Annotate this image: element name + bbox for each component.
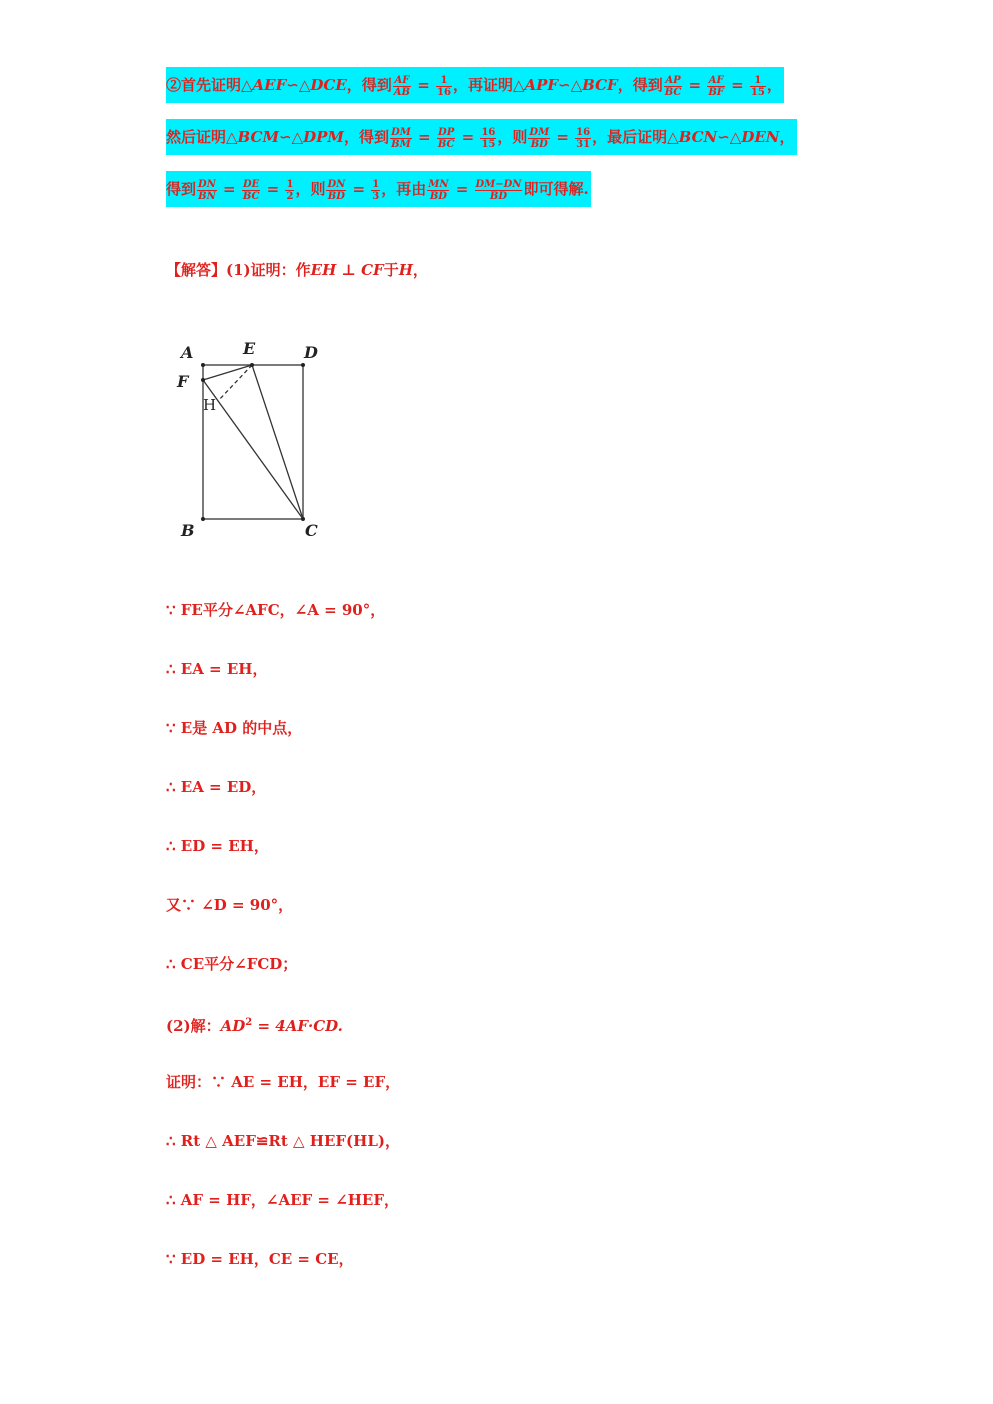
- fraction-denominator: BC: [664, 86, 682, 98]
- proof-step: ∴ EA = EH，: [166, 660, 268, 678]
- fraction-denominator: BD: [327, 190, 345, 202]
- proof-step: ∴ Rt △ AEF≌Rt △ HEF(HL)，: [166, 1132, 400, 1150]
- hint-text: ，得到: [617, 76, 663, 94]
- fraction-numerator: AP: [665, 74, 681, 86]
- fraction-denominator: BN: [198, 190, 216, 202]
- hint-text: ，: [779, 128, 795, 146]
- proof-step: ∴ CE平分∠FCD；: [166, 955, 298, 973]
- proof-step: ∴ EA = ED，: [166, 778, 267, 796]
- fraction-numerator: 1: [372, 178, 380, 190]
- equals-sign: =: [217, 180, 241, 198]
- fraction-numerator: AF: [708, 74, 724, 86]
- answer-text: ，: [412, 261, 428, 279]
- equals-sign: =: [450, 180, 474, 198]
- proof-step-part2: [166, 1013, 343, 1036]
- fraction: [390, 127, 412, 150]
- equals-sign: =: [456, 128, 480, 146]
- fraction: [242, 179, 261, 202]
- point-a: [201, 363, 205, 367]
- fraction-numerator: DM−DN: [475, 178, 522, 190]
- fraction-denominator: AB: [393, 86, 410, 98]
- step-math: = 4AF·CD.: [252, 1017, 343, 1035]
- point-d: [301, 363, 305, 367]
- hint-text: ，: [766, 76, 782, 94]
- hint-math: AEF∽△DCE: [252, 76, 347, 94]
- fraction-numerator: DM: [391, 126, 411, 138]
- answer-math: EH ⊥ CF: [310, 261, 384, 279]
- proof-step: 又∵ ∠D = 90°，: [166, 896, 294, 914]
- point-e: [250, 363, 254, 367]
- fraction-denominator: 3: [372, 190, 380, 202]
- equals-sign: =: [551, 128, 575, 146]
- fraction-denominator: BC: [242, 190, 260, 202]
- equals-sign: =: [412, 128, 436, 146]
- equals-sign: =: [347, 180, 371, 198]
- fraction-denominator: 15: [481, 138, 496, 150]
- equals-sign: =: [412, 76, 436, 94]
- hint-line-2: [166, 126, 797, 150]
- hint-text: ，得到: [344, 128, 390, 146]
- exponent: 2: [245, 1017, 253, 1028]
- hint-text: ②首先证明△: [166, 76, 253, 94]
- fraction: [528, 127, 550, 150]
- answer-text: 于: [383, 261, 399, 279]
- fraction: [197, 179, 217, 202]
- fraction: [393, 75, 411, 98]
- equals-sign: =: [725, 76, 749, 94]
- answer-text: (1)证明：作: [226, 261, 311, 279]
- fraction-denominator: BD: [489, 190, 508, 202]
- fraction: [436, 75, 452, 98]
- fraction: [427, 179, 449, 202]
- label-a: A: [181, 343, 194, 362]
- equals-sign: =: [683, 76, 707, 94]
- fraction-denominator: 2: [286, 190, 294, 202]
- proof-step: ∵ FE平分∠AFC，∠A = 90°，: [166, 601, 386, 619]
- answer-label: 【解答】: [166, 261, 227, 279]
- label-f: F: [177, 372, 189, 391]
- fraction-numerator: 1: [436, 75, 452, 87]
- fraction-denominator: BD: [429, 190, 447, 202]
- fraction-numerator: DE: [243, 178, 260, 190]
- hint-math: BCN∽△DEN: [678, 128, 780, 146]
- fraction-denominator: 16: [437, 86, 451, 98]
- hint-text: 然后证明△: [166, 128, 238, 146]
- proof-step: ∴ ED = EH，: [166, 837, 269, 855]
- fraction: [750, 75, 766, 98]
- equals-sign: =: [261, 180, 285, 198]
- hint-text: ，则: [497, 128, 528, 146]
- fraction: [475, 179, 523, 202]
- fraction-numerator: 16: [481, 126, 496, 138]
- segment-ec: [252, 365, 303, 519]
- hint-text: ，再由: [381, 180, 427, 198]
- hint-text: ，得到: [346, 76, 392, 94]
- label-e: E: [243, 339, 256, 358]
- hint-text: ，最后证明△: [592, 128, 679, 146]
- fraction-denominator: BM: [391, 138, 411, 150]
- hint-math: APF∽△BCF: [524, 76, 618, 94]
- label-d: D: [304, 343, 318, 362]
- hint-math: BCM∽△DPM: [237, 128, 345, 146]
- label-h: H: [203, 396, 217, 414]
- fraction: [664, 75, 683, 98]
- proof-step: ∵ ED = EH，CE = CE，: [166, 1250, 354, 1268]
- fraction: [575, 127, 591, 150]
- proof-step: 证明：∵ AE = EH，EF = EF，: [166, 1073, 401, 1091]
- label-b: B: [181, 521, 195, 540]
- label-c: C: [305, 521, 318, 540]
- rectangle-abcd: [203, 365, 303, 519]
- step-math: AD: [220, 1017, 246, 1035]
- hint-text: ，则: [295, 180, 326, 198]
- fraction-numerator: 1: [286, 178, 294, 190]
- hint-text: ，再证明△: [452, 76, 525, 94]
- fraction: [707, 75, 725, 98]
- proof-step: ∵ E是 AD 的中点，: [166, 719, 303, 737]
- step-text: (2)解：: [166, 1017, 221, 1035]
- fraction: [480, 127, 496, 150]
- fraction: [285, 179, 294, 202]
- hint-line-1: [166, 74, 784, 98]
- fraction-numerator: MN: [428, 178, 449, 190]
- fraction-numerator: 16: [576, 126, 591, 138]
- fraction-numerator: DM: [529, 126, 550, 138]
- point-f: [201, 378, 205, 382]
- fraction-numerator: AF: [394, 74, 410, 86]
- hint-line-3: [166, 178, 591, 202]
- fraction: [371, 179, 380, 202]
- answer-math: H: [398, 261, 413, 279]
- answer-header: [166, 260, 428, 280]
- geometry-figure: [166, 330, 346, 550]
- hint-text: 即可得解.: [523, 180, 589, 198]
- fraction-denominator: BF: [708, 86, 724, 98]
- fraction-denominator: BD: [530, 138, 548, 150]
- fraction-numerator: DN: [198, 178, 216, 190]
- point-b: [201, 517, 205, 521]
- fraction-numerator: 1: [750, 75, 766, 87]
- fraction: [326, 179, 346, 202]
- fraction-denominator: 31: [576, 138, 591, 150]
- fraction-numerator: DN: [327, 178, 346, 190]
- proof-step: ∴ AF = HF，∠AEF = ∠HEF，: [166, 1191, 400, 1209]
- hint-text: 得到: [166, 180, 197, 198]
- fraction-numerator: DP: [438, 126, 455, 138]
- fraction-denominator: 15: [750, 86, 765, 98]
- fraction-denominator: BC: [437, 138, 455, 150]
- fraction: [437, 127, 456, 150]
